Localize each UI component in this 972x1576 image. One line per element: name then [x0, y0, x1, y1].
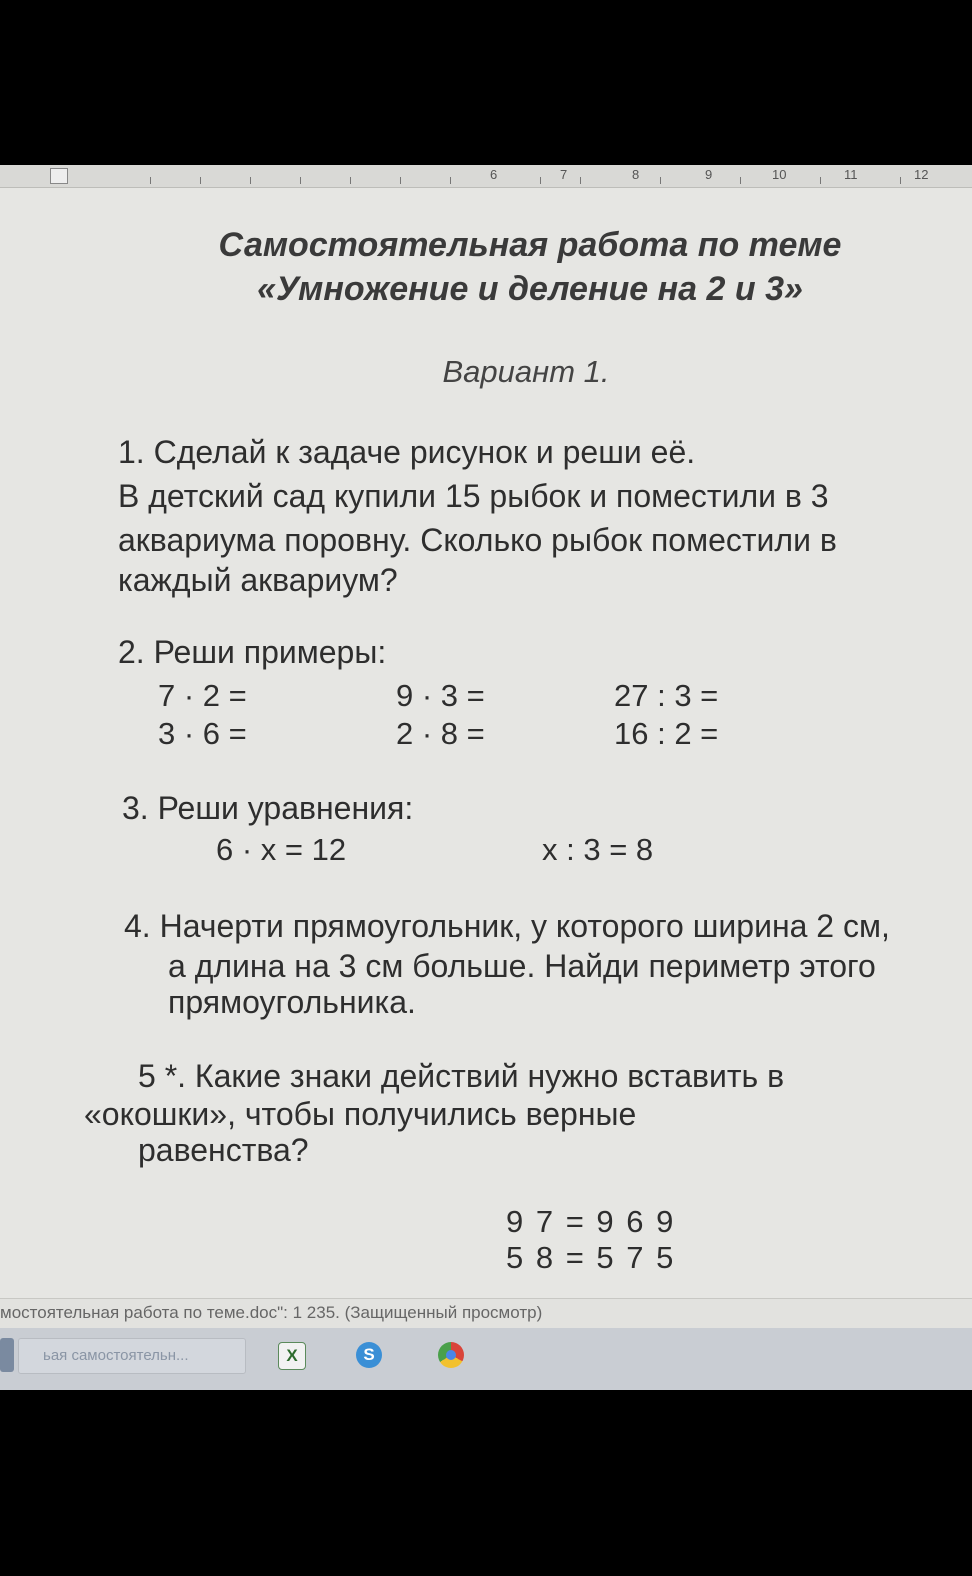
excel-icon[interactable]: X — [278, 1342, 306, 1370]
ruler-mark: 12 — [914, 167, 929, 182]
ruler-mark: 8 — [632, 167, 640, 182]
task3-heading: 3. Реши уравнения: — [122, 790, 414, 826]
task5-line: 5 *. Какие знаки действий нужно вставить в — [138, 1058, 785, 1094]
ruler-mark: 7 — [560, 167, 568, 182]
ruler-mark: 9 — [705, 167, 713, 182]
example: 16 : 2 = — [614, 716, 719, 751]
ruler-corner[interactable] — [50, 168, 68, 184]
equality: 9 7 = 9 6 9 — [506, 1204, 676, 1239]
taskbar-window-label: ьая самостоятельн... — [43, 1347, 189, 1364]
example: 3 · 6 = — [158, 716, 247, 751]
status-text: мостоятельная работа по теме.doc": 1 235. (Защищенный просмотр) — [0, 1303, 543, 1322]
task1-line: В детский сад купили 15 рыбок и поместили в 3 — [118, 478, 829, 514]
equality: 5 8 = 5 7 5 — [506, 1240, 676, 1275]
example: 27 : 3 = — [614, 678, 719, 713]
example: 9 · 3 = — [396, 678, 485, 713]
task1-line: каждый аквариум? — [118, 562, 398, 598]
ruler — [0, 165, 972, 188]
task4-line: 4. Начерти прямоугольник, у которого ширина 2 см, — [124, 908, 890, 944]
task4-line: а длина на 3 см больше. Найди периметр этого — [168, 948, 876, 984]
task1-line: аквариума поровну. Сколько рыбок поместили в — [118, 522, 837, 558]
taskbar-active-window[interactable] — [18, 1338, 246, 1374]
chrome-icon[interactable] — [438, 1342, 464, 1368]
doc-title-line1: Самостоятельная работа по теме — [218, 226, 842, 264]
skype-icon[interactable]: S — [356, 1342, 382, 1368]
equation: 6 · х = 12 — [216, 832, 347, 867]
example: 2 · 8 = — [396, 716, 485, 751]
task1-line: 1. Сделай к задаче рисунок и реши её. — [118, 434, 696, 470]
status-bar — [0, 1298, 972, 1329]
ruler-mark: 11 — [844, 167, 858, 182]
variant-label: Вариант 1. — [442, 354, 610, 389]
task5-line: равенства? — [138, 1132, 309, 1168]
word-icon[interactable] — [0, 1338, 14, 1372]
task4-line: прямоугольника. — [168, 984, 416, 1020]
taskbar — [0, 1328, 972, 1390]
ruler-mark: 10 — [772, 167, 787, 182]
ruler-mark: 6 — [490, 167, 498, 182]
task2-heading: 2. Реши примеры: — [118, 634, 387, 670]
equation: х : 3 = 8 — [542, 832, 654, 867]
doc-title-line2: «Умножение и деление на 2 и 3» — [257, 270, 803, 308]
task5-line: «окошки», чтобы получились верные — [84, 1096, 637, 1132]
document-page — [0, 188, 972, 1298]
example: 7 · 2 = — [158, 678, 247, 713]
